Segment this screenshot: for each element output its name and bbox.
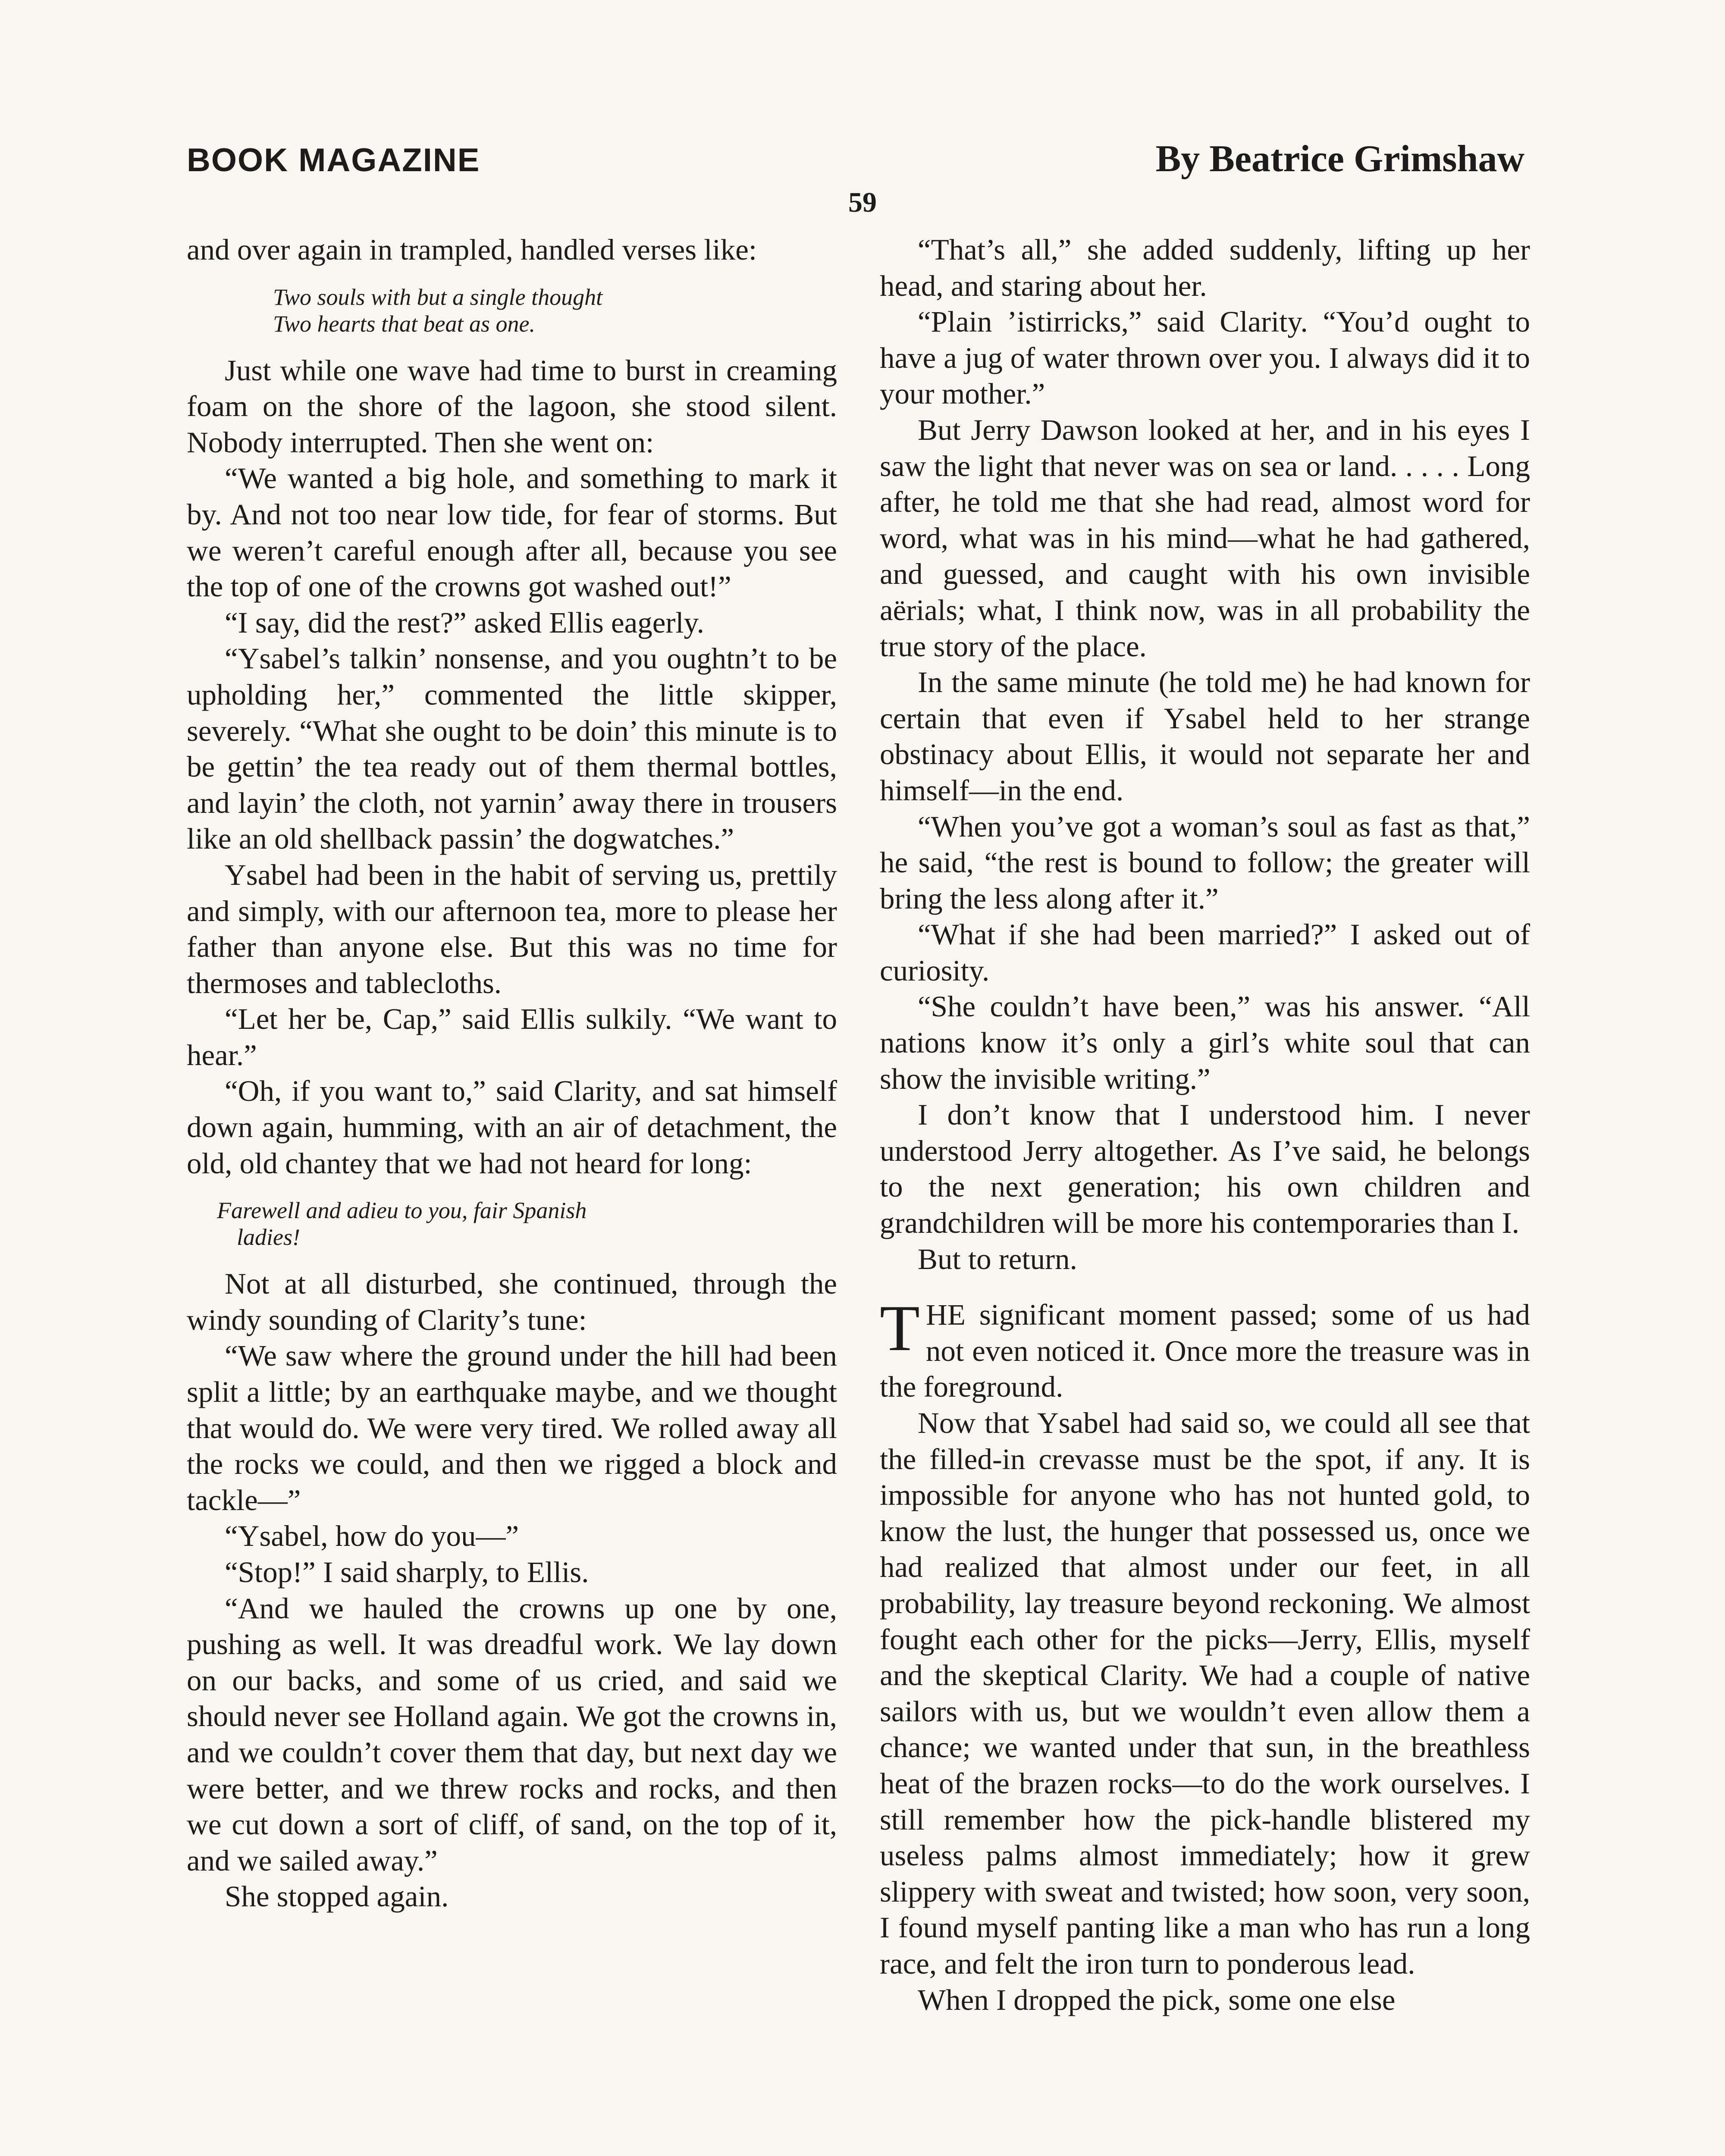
verse-line: Farewell and adieu to you, fair Spanish: [217, 1197, 587, 1224]
paragraph: Ysabel had been in the habit of serving us, prettily and simply, with our afternoon tea, more to please her father than anyone else. But this was no time for thermoses and tablecloths.: [187, 858, 837, 1000]
paragraph: “We wanted a big hole, and something to mark it by. And not too near low tide, for fear of storms. But we weren’t careful enough after all, because you see the top of one of the crowns got washed out!”: [187, 462, 837, 603]
paragraph: When I dropped the pick, some one else: [918, 1983, 1396, 2016]
paragraph: “What if she had been married?” I asked out of curiosity.: [880, 918, 1530, 987]
page-number: 59: [848, 187, 877, 218]
left-column: [187, 232, 837, 1915]
paragraph: “Plain ’istirricks,” said Clarity. “You’d ought to have a jug of water thrown over you. I always did it to your mother.”: [880, 305, 1530, 411]
paragraph: “Ysabel, how do you—”: [225, 1520, 519, 1553]
right-column: [880, 232, 1530, 2018]
verse-line: Two souls with but a single thought: [273, 284, 603, 310]
magazine-title: BOOK MAGAZINE: [187, 142, 480, 179]
paragraph: I don’t know that I understood him. I never understood Jerry altogether. As I’ve said, he belongs to the next generation; his own children and grandchildren will be more his contemporaries than I.: [880, 1098, 1530, 1240]
paragraph: and over again in trampled, handled verses like:: [187, 233, 757, 266]
section-opening-paragraph: [880, 1292, 1530, 1405]
verse-line: ladies!: [237, 1224, 300, 1250]
verse-quote: [273, 284, 837, 337]
paragraph: Not at all disturbed, she continued, through the windy sounding of Clarity’s tune:: [187, 1267, 837, 1336]
paragraph: “She couldn’t have been,” was his answer. “All nations know it’s only a girl’s white soul that can show the invisible writing.”: [880, 990, 1530, 1095]
paragraph-text: HE significant moment passed; some of us had not even noticed it. Once more the treasure was in the foreground.: [880, 1298, 1530, 1404]
paragraph: “That’s all,” she added suddenly, lifting up her head, and staring about her.: [880, 233, 1530, 302]
verse-quote: [217, 1197, 820, 1250]
drop-cap: T: [880, 1292, 920, 1365]
paragraph: “I say, did the rest?” asked Ellis eagerly.: [225, 606, 704, 639]
paragraph: But to return.: [918, 1242, 1077, 1275]
paragraph: “Oh, if you want to,” said Clarity, and sat himself down again, humming, with an air of detachment, the old, old chantey that we had not heard for long:: [187, 1075, 837, 1180]
section-break: [880, 1277, 1530, 1297]
paragraph: “We saw where the ground under the hill had been split a little; by an earthquake maybe, and we thought that would do. We were very tired. We rolled away all the rocks we could, and then we rigged a block and tackle—”: [187, 1339, 837, 1517]
paragraph: Just while one wave had time to burst in creaming foam on the shore of the lagoon, she stood silent. Nobody interrupted. Then she went on:: [187, 354, 837, 459]
paragraph: “And we hauled the crowns up one by one, pushing as well. It was dreadful work. We lay down on our backs, and some of us cried, and said we should never see Holland again. We got the crowns in, and we couldn’t cover them that day, but next day we were better, and we threw rocks and rocks, and then we cut down a sort of cliff, of sand, on the top of it, and we sailed away.”: [187, 1592, 837, 1877]
author-byline: By Beatrice Grimshaw: [1155, 138, 1524, 180]
paragraph: But Jerry Dawson looked at her, and in his eyes I saw the light that never was on sea or land. . . . . Long after, he told me that she had read, almost word for word, what was in his mind—what he had gathered, and guessed, and caught with his own invisible aërials; what, I think now, was in all probability the true story of the place.: [880, 413, 1530, 663]
paragraph: “When you’ve got a woman’s soul as fast as that,” he said, “the rest is bound to follow; the greater will bring the less along after it.”: [880, 810, 1530, 915]
paragraph: “Ysabel’s talkin’ nonsense, and you oughtn’t to be upholding her,” commented the little skipper, severely. “What she ought to be doin’ this minute is to be gettin’ the tea ready out of them thermal bottles, and layin’ the cloth, not yarnin’ away there in trousers like an old shellback passin’ the dogwatches.”: [187, 642, 837, 856]
paragraph: Now that Ysabel had said so, we could all see that the filled-in crevasse must be the spot, if any. It is impossible for anyone who has not hunted gold, to know the lust, the hunger that possessed us, once we had realized that almost under our feet, in all probability, lay treasure beyond reckoning. We almost fought each other for the picks—Jerry, Ellis, myself and the skeptical Clarity. We had a couple of native sailors with us, but we wouldn’t even allow them a chance; we wanted under that sun, in the breathless heat of the brazen rocks—to do the work ourselves. I still remember how the pick-handle blistered my useless palms almost immediately; how it grew slippery with sweat and twisted; how soon, very soon, I found myself panting like a man who has run a long race, and felt the iron turn to ponderous lead.: [880, 1407, 1530, 1980]
verse-line: Two hearts that beat as one.: [273, 310, 536, 337]
paragraph: She stopped again.: [225, 1880, 449, 1913]
paragraph: “Stop!” I said sharply, to Ellis.: [225, 1556, 589, 1589]
paragraph: In the same minute (he told me) he had known for certain that even if Ysabel held to her strange obstinacy about Ellis, it would not separate her and himself—in the end.: [880, 666, 1530, 807]
paragraph: “Let her be, Cap,” said Ellis sulkily. “We want to hear.”: [187, 1003, 837, 1072]
